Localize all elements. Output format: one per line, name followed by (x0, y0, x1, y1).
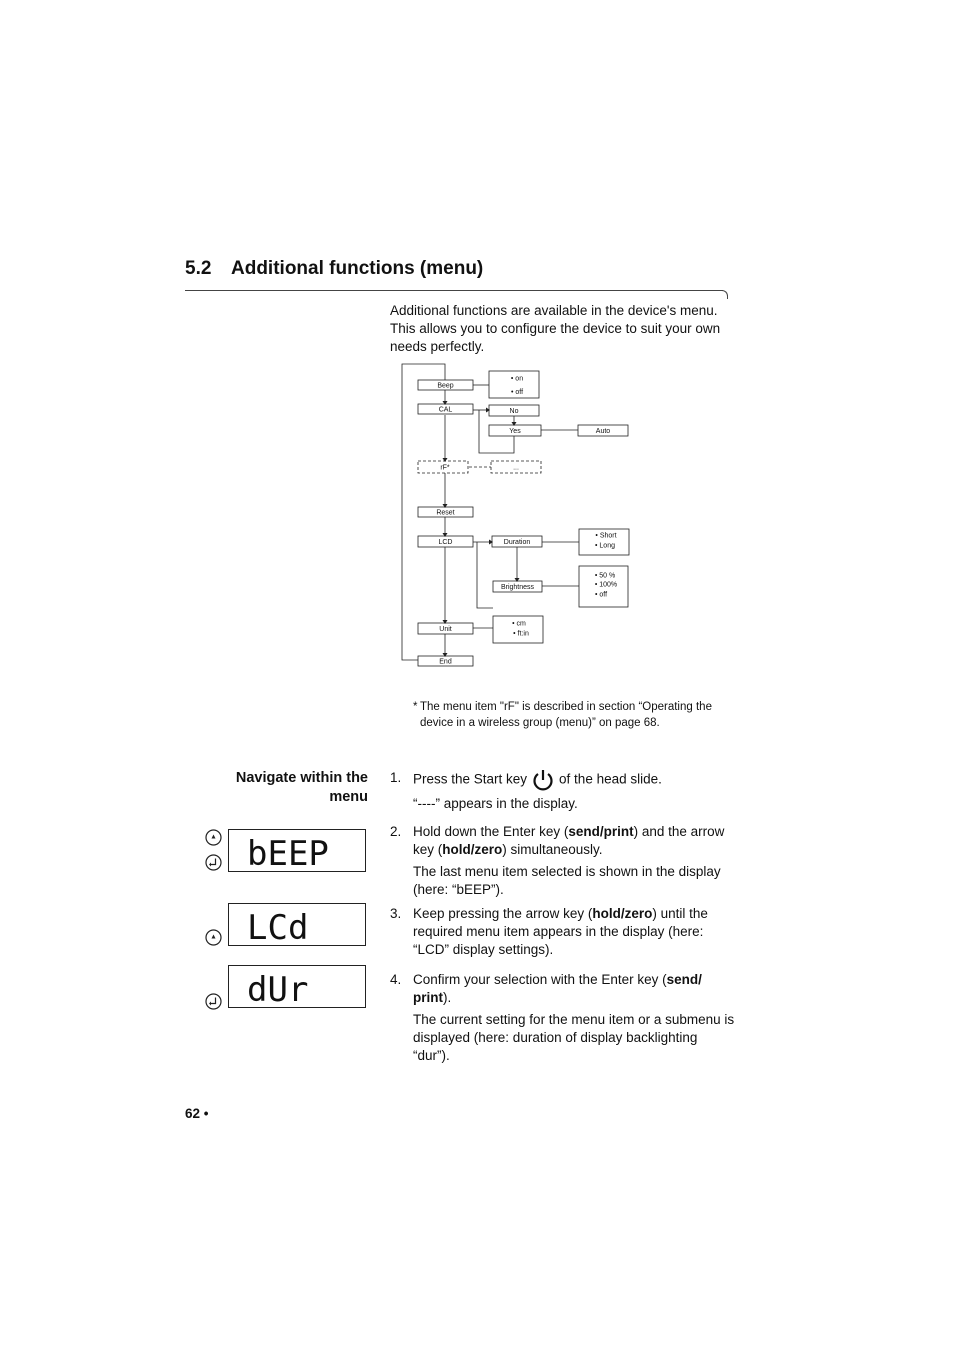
menu-unit: Unit (439, 626, 452, 633)
arrow-key-icon (205, 929, 222, 946)
step-text: ) until the required menu item appears in the display (here: “LCD” display settings). (413, 906, 708, 957)
step-2 (390, 823, 735, 899)
menu-beep: Beep (437, 382, 454, 390)
cal-auto: Auto (595, 428, 611, 435)
enter-key-icon (205, 854, 222, 871)
step-text: ). (443, 990, 452, 1005)
brightness-off: • off (594, 591, 608, 599)
section-title: Additional functions (menu) (231, 258, 484, 279)
beep-option-off: • off (510, 389, 524, 396)
menu-end: End (439, 658, 452, 666)
step-text: ) simultaneously. (502, 842, 603, 857)
lcd-display-lcd (228, 903, 366, 946)
step-result: “----” appears in the display. (413, 796, 578, 811)
step-text: Confirm your selection with the Enter key ( (413, 972, 667, 987)
key-name: hold/zero (442, 842, 503, 857)
step-3 (390, 905, 735, 959)
unit-ftin: • ft:in (513, 630, 529, 638)
navigate-heading-line1: Navigate within the (235, 770, 368, 786)
page-number: 62 • (185, 1106, 209, 1121)
lcd-text-dur: dUr (247, 970, 309, 1008)
beep-option-on: • on (510, 375, 524, 383)
key-name: hold/zero (592, 906, 653, 921)
navigate-heading (200, 769, 368, 807)
lcd-display-dur (228, 965, 366, 1008)
step-text: Hold down the Enter key ( (413, 824, 569, 839)
footnote (413, 699, 733, 731)
step-text: of the head slide. (559, 771, 662, 787)
step-text: Press the Start key (413, 771, 528, 787)
menu-lcd: LCD (438, 539, 453, 546)
footnote-marker: * (413, 701, 418, 713)
heading-rule (185, 290, 723, 291)
menu-rf: rF* (440, 464, 450, 472)
duration-short: • Short (595, 532, 617, 540)
footnote-text: The menu item "rF" is described in section “Operating the device in a wireless group (menu)” on page 68. (420, 701, 712, 729)
step-number: 1. (390, 770, 402, 785)
step-result: The current setting for the menu item or a submenu is displayed (here: duration of display backlighting “dur”). (413, 1012, 735, 1063)
navigate-heading-line2: menu (329, 789, 368, 805)
intro-paragraph: Additional functions are available in the device's menu. This allows you to configure the device to suit your own needs perfectly. (390, 303, 721, 354)
power-key-icon (531, 769, 555, 791)
step-list (390, 769, 735, 1071)
step-number: 4. (390, 972, 402, 987)
lcd-text-beep: bEEP (247, 834, 329, 872)
section-number: 5.2 (185, 258, 212, 279)
step-text: ) and the arrow key ( (413, 824, 725, 857)
menu-cal: CAL (438, 406, 453, 414)
brightness-50: • 50 % (594, 572, 616, 580)
brightness-100: • 100% (594, 581, 618, 589)
key-name: send/print (568, 824, 634, 839)
enter-key-icon (205, 993, 222, 1010)
step-number: 2. (390, 824, 402, 839)
section-heading (185, 258, 483, 280)
step-number: 3. (390, 906, 402, 921)
step-4 (390, 971, 735, 1065)
lcd-text-lcd: LCd (247, 908, 309, 946)
lcd-display-beep (228, 829, 366, 872)
step-result: The last menu item selected is shown in the display (here: “bEEP”). (413, 864, 721, 897)
step-text: Keep pressing the arrow key ( (413, 906, 593, 921)
cal-yes: Yes (509, 428, 521, 435)
cal-no: No (509, 408, 519, 415)
unit-cm: • cm (512, 620, 526, 628)
step-1 (390, 769, 735, 813)
key-name: send/ print (413, 972, 702, 1005)
heading-rule-hook (721, 290, 728, 299)
arrow-key-icon (205, 829, 222, 846)
menu-diagram (400, 362, 635, 687)
duration-long: • Long (595, 542, 615, 550)
lcd-brightness: Brightness (500, 584, 535, 591)
rf-submenu: ... (513, 464, 519, 472)
lcd-duration: Duration (503, 539, 531, 546)
menu-reset: Reset (436, 509, 455, 517)
